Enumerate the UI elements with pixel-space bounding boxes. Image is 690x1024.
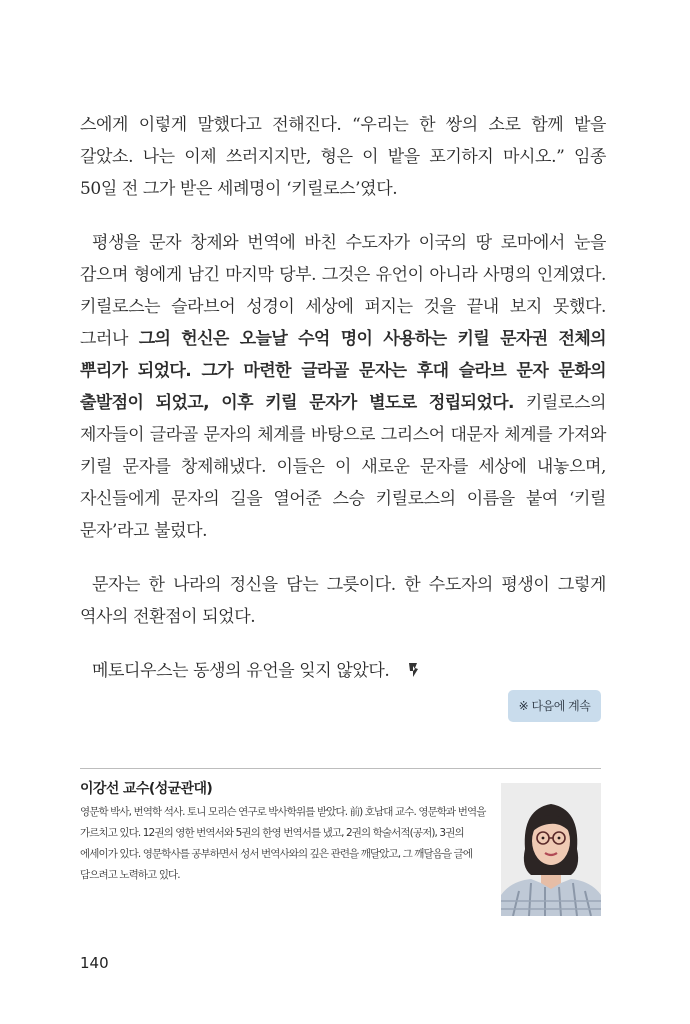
continue-badge: ※ 다음에 계속 — [508, 690, 601, 722]
paragraph-2-emphasis: 그의 헌신은 오늘날 수억 명이 사용하는 키릴 문자권 전체의 뿌리가 되었다. 그가 마련한 글라골 문자는 후대 슬라브 문자 문화의 출발점이 되었고, 이후 키릴 문자가 별도로 정립되었다. — [80, 329, 606, 413]
paragraph-2-intro: 평생을 문자 창제와 번역에 바친 수도자가 이국의 땅 로마에서 눈을 감으며 형에게 남긴 마지막 당부. 그것은 유언이 아니라 사명의 인계였다. 키릴로스는 슬라브어 성경이 세상에 퍼지는 것을 끝내 보지 못했다. 그러나 — [80, 233, 606, 349]
section-divider — [80, 768, 601, 769]
paragraph-4-text: 메토디우스는 동생의 유언을 잊지 않았다. — [92, 661, 390, 681]
paragraph-4 — [80, 655, 606, 689]
author-name: 이강선 교수(성균관대) — [80, 781, 213, 797]
paragraph-2-rest: 키릴로스의 제자들이 글라골 문자의 체계를 바탕으로 그리스어 대문자 체계를 가져와 키릴 문자를 창제해냈다. 이들은 이 새로운 문자를 세상에 내놓으며, 자신들에게 문자의 길을 열어준 스승 키릴로스의 이름을 붙여 ‘키릴 문자’라고 불렀다. — [80, 393, 606, 541]
author-portrait — [501, 783, 601, 916]
pen-nib-icon — [395, 657, 419, 689]
page-number: 140 — [80, 954, 109, 972]
paragraph-2 — [80, 227, 606, 547]
article-body — [80, 109, 606, 689]
paragraph-1: 스에게 이렇게 말했다고 전해진다. “우리는 한 쌍의 소로 함께 밭을 갈았소. 나는 이제 쓰러지지만, 형은 이 밭을 포기하지 마시오.” 임종 50일 전 그가 받은 세례명이 ‘키릴로스’였다. — [80, 115, 606, 199]
author-bio: 영문학 박사, 번역학 석사. 토니 모리슨 연구로 박사학위를 받았다. 前) 호남대 교수. 영문학과 번역을 가르치고 있다. 12권의 영한 번역서와 5권의 한영 번역서를 냈고, 2권의 학술서적(공저), 3권의 에세이가 있다. 영문학사를 공부하면서 성서 번역사와의 깊은 관련을 깨달았고, 그 깨달음을 글에 담으려고 노력하고 있다. — [80, 806, 486, 881]
paragraph-3: 문자는 한 나라의 정신을 담는 그릇이다. 한 수도자의 평생이 그렇게 역사의 전환점이 되었다. — [80, 575, 606, 627]
